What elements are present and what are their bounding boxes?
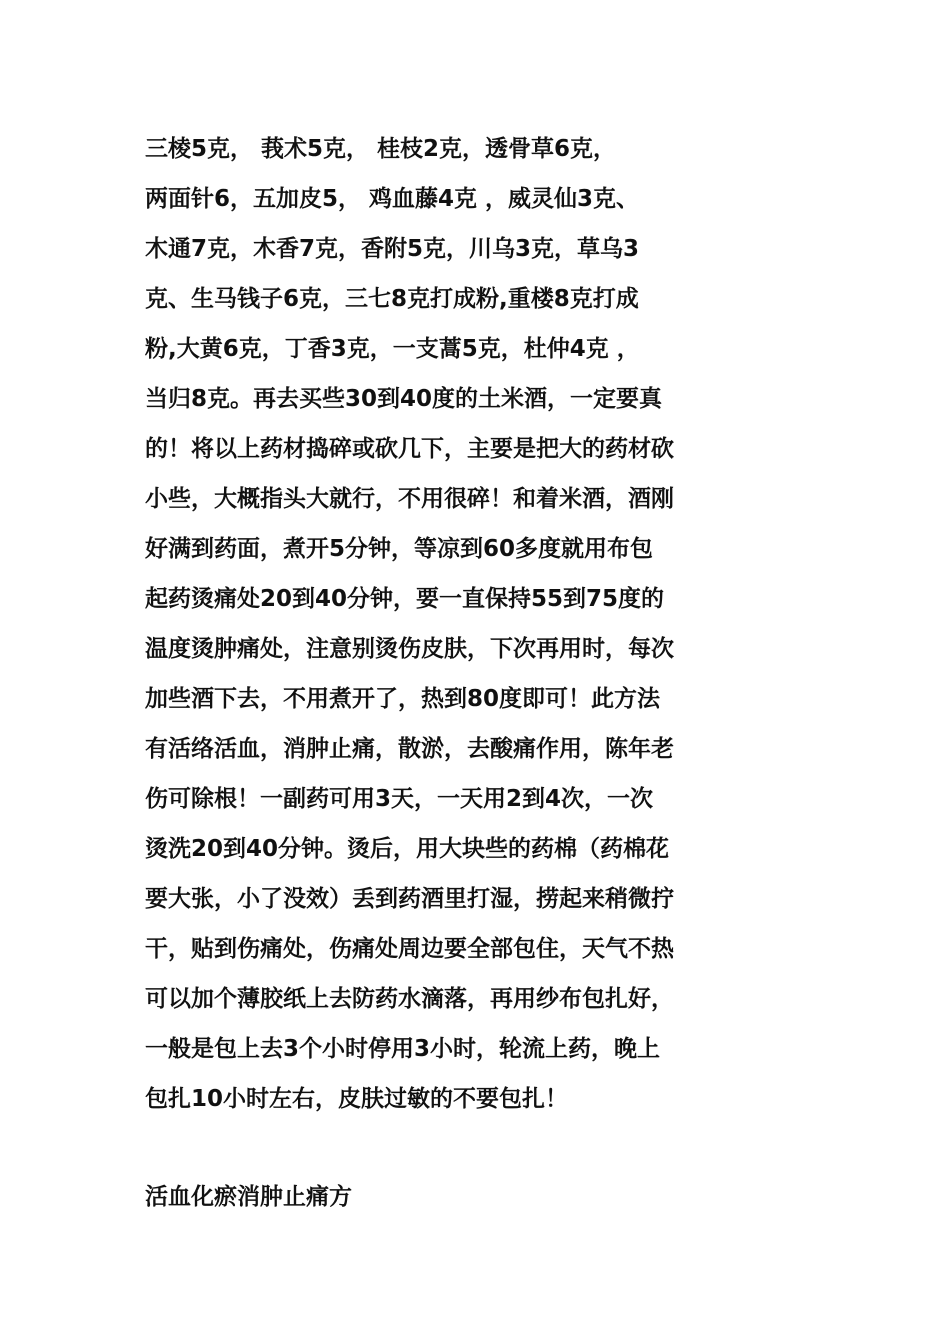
paragraph-line: 当归8克。再去买些30到40度的土米酒，一定要真	[145, 386, 663, 412]
paragraph-line: 有活络活血，消肿止痛，散淤，去酸痛作用，陈年老	[145, 736, 674, 762]
paragraph-line: 烫洗20到40分钟。烫后，用大块些的药棉（药棉花	[145, 836, 670, 862]
paragraph-line: 克、生马钱子6克，三七8克打成粉,重楼8克打成	[145, 286, 639, 312]
paragraph-line: 温度烫肿痛处，注意别烫伤皮肤，下次再用时，每次	[145, 636, 674, 662]
section-title: 活血化瘀消肿止痛方	[145, 1184, 352, 1210]
paragraph-line: 小些，大概指头大就行，不用很碎！和着米酒，酒刚	[145, 486, 674, 512]
paragraph-line: 干，贴到伤痛处，伤痛处周边要全部包住，天气不热	[145, 936, 674, 962]
paragraph-line: 两面针6，五加皮5， 鸡血藤4克 ，威灵仙3克、	[145, 186, 640, 212]
paragraph-line: 包扎10小时左右，皮肤过敏的不要包扎！	[145, 1086, 569, 1112]
paragraph-line: 一般是包上去3个小时停用3小时，轮流上药，晚上	[145, 1036, 661, 1062]
paragraph-line: 要大张，小了没效）丢到药酒里打湿，捞起来稍微拧	[145, 886, 674, 912]
paragraph-line: 三棱5克， 莪术5克， 桂枝2克，透骨草6克，	[145, 136, 617, 162]
paragraph-line: 起药烫痛处20到40分钟，要一直保持55到75度的	[145, 586, 665, 612]
paragraph-line: 木通7克，木香7克，香附5克，川乌3克，草乌3	[145, 236, 640, 262]
paragraph-line: 加些酒下去，不用煮开了，热到80度即可！此方法	[145, 686, 661, 712]
paragraph-line: 好满到药面，煮开5分钟，等凉到60多度就用布包	[145, 536, 654, 562]
paragraph-line: 粉,大黄6克，丁香3克，一支蒿5克，杜仲4克 ，	[145, 336, 640, 362]
paragraph-line: 可以加个薄胶纸上去防药水滴落，再用纱布包扎好，	[145, 986, 674, 1012]
recipe-paragraph	[145, 124, 815, 1124]
paragraph-line: 伤可除根！一副药可用3天，一天用2到4次，一次	[145, 786, 654, 812]
paragraph-line: 的！将以上药材捣碎或砍几下，主要是把大的药材砍	[145, 436, 674, 462]
